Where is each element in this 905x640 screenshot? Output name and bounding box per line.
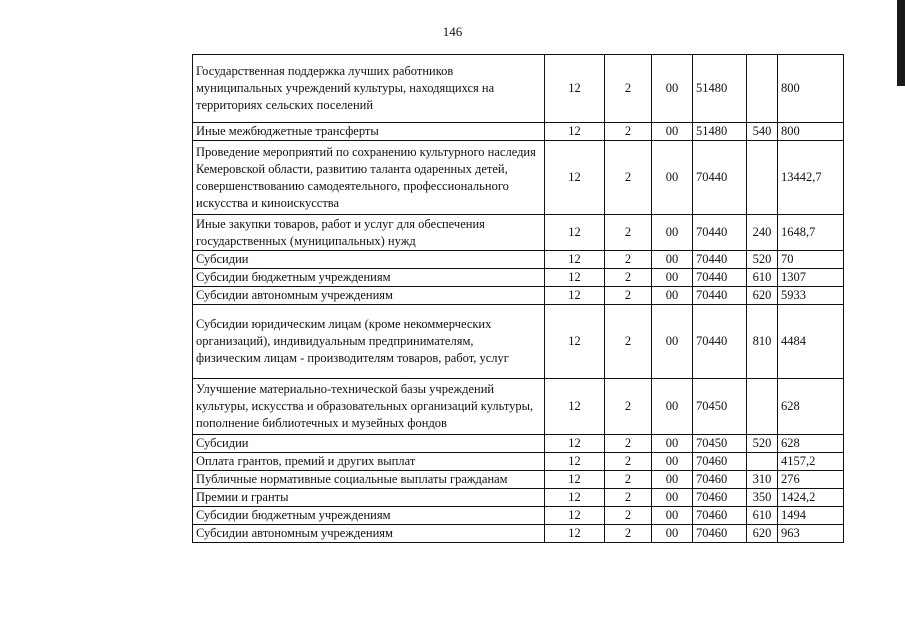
row-expense-type-code: [747, 379, 778, 435]
table-row: [193, 287, 844, 305]
row-section-code: 12: [545, 471, 605, 489]
row-subsection-code: 2: [605, 269, 652, 287]
table-row: [193, 55, 844, 123]
row-description: Государственная поддержка лучших работников муниципальных учреждений культуры, находящихся на территориях сельских поселений: [193, 55, 545, 123]
row-section-code: 12: [545, 305, 605, 379]
row-target-code: 70460: [693, 453, 747, 471]
row-expense-type-code: 610: [747, 269, 778, 287]
scan-edge-shadow: [897, 0, 905, 86]
row-target-code: 70440: [693, 215, 747, 251]
row-target-code: 70440: [693, 251, 747, 269]
row-description: Проведение мероприятий по сохранению культурного наследия Кемеровской области, развитию таланта одаренных детей, совершенствованию самодеятельного, профессионального искусства и киноискусства: [193, 141, 545, 215]
row-amount: 5933: [778, 287, 844, 305]
row-expense-type-code: 620: [747, 287, 778, 305]
row-subsection-code: 2: [605, 471, 652, 489]
row-expense-type-code: [747, 55, 778, 123]
row-expense-type-code: 810: [747, 305, 778, 379]
table-row: [193, 471, 844, 489]
row-section-code: 12: [545, 435, 605, 453]
row-subsection-code: 2: [605, 379, 652, 435]
row-expense-type-code: 540: [747, 123, 778, 141]
row-subsection-code: 2: [605, 435, 652, 453]
row-subsection-code: 2: [605, 453, 652, 471]
row-program-code: 00: [652, 489, 693, 507]
row-subsection-code: 2: [605, 141, 652, 215]
row-section-code: 12: [545, 215, 605, 251]
table-row: [193, 507, 844, 525]
row-subsection-code: 2: [605, 305, 652, 379]
row-target-code: 51480: [693, 123, 747, 141]
row-program-code: 00: [652, 305, 693, 379]
row-description: Публичные нормативные социальные выплаты гражданам: [193, 471, 545, 489]
row-amount: 4484: [778, 305, 844, 379]
row-program-code: 00: [652, 435, 693, 453]
row-expense-type-code: 620: [747, 525, 778, 543]
row-target-code: 70450: [693, 379, 747, 435]
row-description: Субсидии бюджетным учреждениям: [193, 507, 545, 525]
table-row: [193, 215, 844, 251]
row-target-code: 70440: [693, 269, 747, 287]
row-description: Иные межбюджетные трансферты: [193, 123, 545, 141]
row-section-code: 12: [545, 453, 605, 471]
row-subsection-code: 2: [605, 287, 652, 305]
row-amount: 13442,7: [778, 141, 844, 215]
row-expense-type-code: [747, 141, 778, 215]
row-expense-type-code: 350: [747, 489, 778, 507]
row-description: Иные закупки товаров, работ и услуг для обеспечения государственных (муниципальных) нужд: [193, 215, 545, 251]
row-section-code: 12: [545, 251, 605, 269]
row-expense-type-code: 610: [747, 507, 778, 525]
row-program-code: 00: [652, 269, 693, 287]
row-description: Премии и гранты: [193, 489, 545, 507]
row-program-code: 00: [652, 215, 693, 251]
row-subsection-code: 2: [605, 55, 652, 123]
row-target-code: 51480: [693, 55, 747, 123]
row-target-code: 70460: [693, 525, 747, 543]
row-program-code: 00: [652, 55, 693, 123]
row-target-code: 70440: [693, 305, 747, 379]
row-amount: 800: [778, 55, 844, 123]
row-description: Субсидии: [193, 435, 545, 453]
row-amount: 800: [778, 123, 844, 141]
row-expense-type-code: 240: [747, 215, 778, 251]
row-description: Субсидии юридическим лицам (кроме некоммерческих организаций), индивидуальным предпринимателям, физическим лицам - производителям товаров, работ, услуг: [193, 305, 545, 379]
row-section-code: 12: [545, 507, 605, 525]
row-section-code: 12: [545, 287, 605, 305]
row-amount: 1494: [778, 507, 844, 525]
row-target-code: 70440: [693, 287, 747, 305]
row-target-code: 70460: [693, 489, 747, 507]
row-program-code: 00: [652, 379, 693, 435]
row-description: Субсидии: [193, 251, 545, 269]
row-expense-type-code: 310: [747, 471, 778, 489]
row-amount: 276: [778, 471, 844, 489]
row-amount: 628: [778, 379, 844, 435]
row-expense-type-code: 520: [747, 435, 778, 453]
row-program-code: 00: [652, 453, 693, 471]
row-amount: 628: [778, 435, 844, 453]
row-target-code: 70460: [693, 507, 747, 525]
row-amount: 70: [778, 251, 844, 269]
table-row: [193, 141, 844, 215]
row-program-code: 00: [652, 141, 693, 215]
row-subsection-code: 2: [605, 215, 652, 251]
row-program-code: 00: [652, 287, 693, 305]
table-row: [193, 453, 844, 471]
row-target-code: 70440: [693, 141, 747, 215]
row-amount: 1307: [778, 269, 844, 287]
row-subsection-code: 2: [605, 525, 652, 543]
row-description: Субсидии автономным учреждениям: [193, 525, 545, 543]
row-target-code: 70450: [693, 435, 747, 453]
row-program-code: 00: [652, 123, 693, 141]
row-expense-type-code: [747, 453, 778, 471]
table-row: [193, 525, 844, 543]
row-amount: 1648,7: [778, 215, 844, 251]
row-program-code: 00: [652, 525, 693, 543]
row-amount: 4157,2: [778, 453, 844, 471]
row-program-code: 00: [652, 251, 693, 269]
table-row: [193, 435, 844, 453]
row-subsection-code: 2: [605, 489, 652, 507]
row-program-code: 00: [652, 471, 693, 489]
row-target-code: 70460: [693, 471, 747, 489]
row-amount: 963: [778, 525, 844, 543]
budget-table: [192, 54, 844, 543]
row-description: Улучшение материально-технической базы учреждений культуры, искусства и образовательных организаций культуры, пополнение библиотечных и музейных фондов: [193, 379, 545, 435]
row-section-code: 12: [545, 141, 605, 215]
row-subsection-code: 2: [605, 251, 652, 269]
row-section-code: 12: [545, 489, 605, 507]
row-subsection-code: 2: [605, 123, 652, 141]
row-expense-type-code: 520: [747, 251, 778, 269]
row-section-code: 12: [545, 379, 605, 435]
page-number: 146: [442, 24, 463, 39]
row-description: Субсидии автономным учреждениям: [193, 287, 545, 305]
row-description: Субсидии бюджетным учреждениям: [193, 269, 545, 287]
row-program-code: 00: [652, 507, 693, 525]
table-row: [193, 251, 844, 269]
table-row: [193, 123, 844, 141]
row-section-code: 12: [545, 55, 605, 123]
row-description: Оплата грантов, премий и других выплат: [193, 453, 545, 471]
row-section-code: 12: [545, 525, 605, 543]
row-section-code: 12: [545, 123, 605, 141]
table-row: [193, 489, 844, 507]
table-row: [193, 379, 844, 435]
row-subsection-code: 2: [605, 507, 652, 525]
row-section-code: 12: [545, 269, 605, 287]
row-amount: 1424,2: [778, 489, 844, 507]
table-row: [193, 269, 844, 287]
table-row: [193, 305, 844, 379]
